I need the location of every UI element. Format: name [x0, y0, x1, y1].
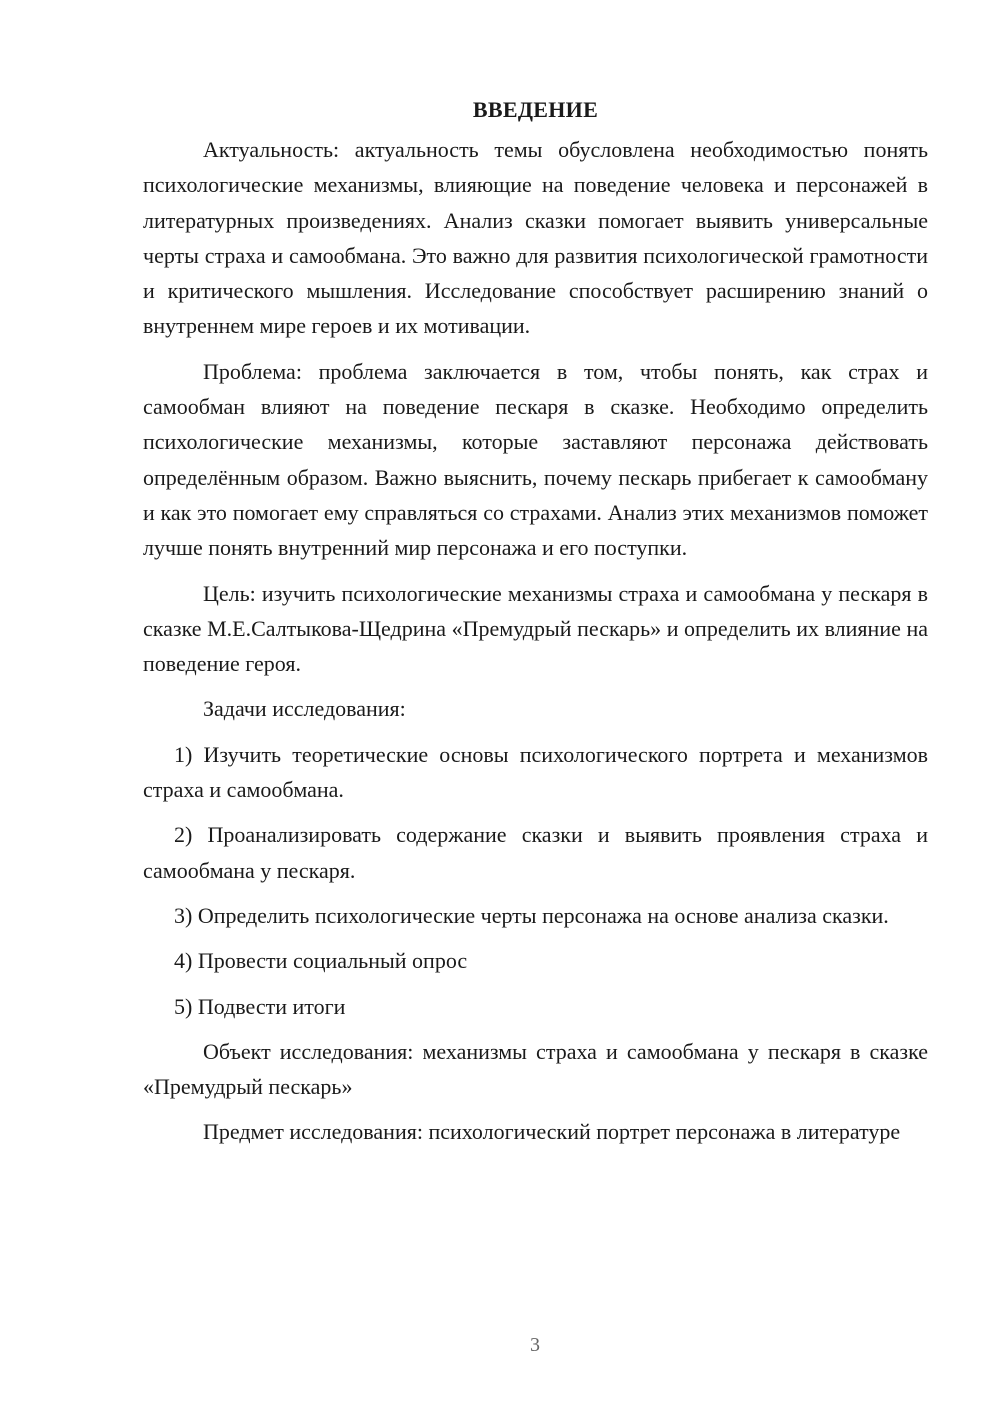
tasks-heading: Задачи исследования:: [203, 696, 406, 722]
section-heading: ВВЕДЕНИЕ: [472, 97, 599, 122]
problem-paragraph: Проблема: проблема заключается в том, чтобы понять, как страх и самообман влияют на поведение пескаря в сказке. Необходимо определить психологические механизмы, которые заставляют персонажа действовать определённым образом. Важно выяснить, почему пескарь прибегает к самообману и как это помогает ему справляться со страхами. Анализ этих механизмов поможет лучше понять внутренний мир персонажа и его поступки.: [143, 358, 928, 561]
relevance-paragraph: Актуальность: актуальность темы обусловлена необходимостью понять психологические механизмы, влияющие на поведение человека и персонажей в литературных произведениях. Анализ сказки помогает выявить универсальные черты страха и самообмана. Это важно для развития психологической грамотности и критического мышления. Исследование способствует расширению знаний о внутреннем мире героев и их мотивации.: [143, 137, 928, 339]
object-paragraph: Объект исследования: механизмы страха и самообмана у пескаря в сказке «Премудрый пескарь»: [143, 1038, 928, 1100]
task-item-3: 3) Определить психологические черты персонажа на основе анализа сказки.: [174, 902, 889, 928]
goal-paragraph: Цель: изучить психологические механизмы страха и самообмана у пескаря в сказке М.Е.Салтыкова-Щедрина «Премудрый пескарь» и определить их влияние на поведение героя.: [143, 580, 928, 677]
page-number: 3: [530, 1334, 540, 1356]
document-page: [143, 92, 928, 1160]
task-item-2: 2) Проанализировать содержание сказки и выявить проявления страха и самообмана у пескаря.: [143, 822, 928, 883]
task-item-1: 1) Изучить теоретические основы психологического портрета и механизмов страха и самообмана.: [143, 741, 928, 803]
subject-paragraph: Предмет исследования: психологический портрет персонажа в литературе: [203, 1119, 901, 1145]
task-item-4: 4) Провести социальный опрос: [174, 948, 468, 974]
task-item-5: 5) Подвести итоги: [174, 993, 346, 1019]
